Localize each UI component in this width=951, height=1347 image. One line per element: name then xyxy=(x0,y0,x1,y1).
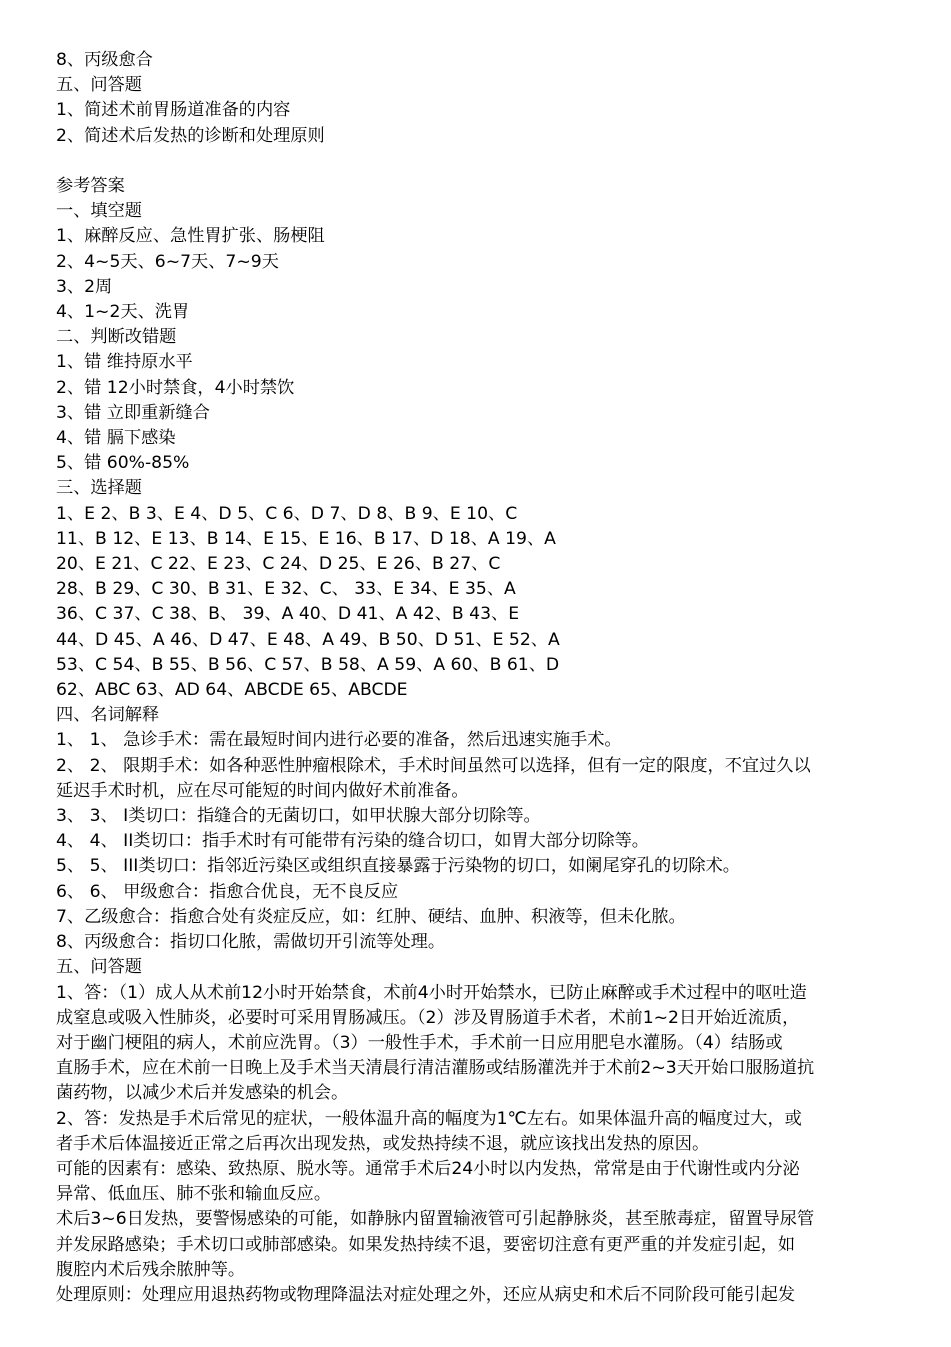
answer-line: 处理原则：处理应用退热药物或物理降温法对症处理之外，还应从病史和术后不同阶段可能引起发 xyxy=(56,1284,796,1305)
answers-body xyxy=(56,199,916,1308)
answer-line: 44、D 45、A 46、D 47、E 48、A 49、B 50、D 51、E 52、A xyxy=(56,629,560,650)
document-page xyxy=(56,48,916,1308)
answer-line: 4、错 膈下感染 xyxy=(56,428,176,449)
answer-line: 2、错 12小时禁食，4小时禁饮 xyxy=(56,377,295,398)
answer-line: 3、错 立即重新缝合 xyxy=(56,402,210,423)
answer-line: 五、问答题 xyxy=(56,957,142,978)
answer-line: 腹腔内术后残余脓肿等。 xyxy=(56,1259,246,1280)
answer-line: 二、判断改错题 xyxy=(56,327,177,348)
answer-line: 对于幽门梗阻的病人，术前应洗胃。（3）一般性手术，手术前一日应用肥皂水灌肠。（4）结肠或 xyxy=(56,1032,783,1053)
answer-line: 28、B 29、C 30、B 31、E 32、C、 33、E 34、E 35、A xyxy=(56,579,516,600)
answer-line: 可能的因素有：感染、致热原、脱水等。通常手术后24小时以内发热，常常是由于代谢性或内分泌 xyxy=(56,1158,800,1179)
answer-line: 6、 6、 甲级愈合：指愈合优良，无不良反应 xyxy=(56,881,399,902)
answer-line: 11、B 12、E 13、B 14、E 15、E 16、B 17、D 18、A 19、A xyxy=(56,528,556,549)
answer-line: 菌药物，以减少术后并发感染的机会。 xyxy=(56,1083,349,1104)
answer-line: 2、答：发热是手术后常见的症状，一般体温升高的幅度为1℃左右。如果体温升高的幅度过大，或 xyxy=(56,1108,802,1129)
section-heading: 五、问答题 xyxy=(56,75,142,96)
answer-line: 3、2周 xyxy=(56,276,113,297)
answer-line: 5、错 60%-85% xyxy=(56,453,190,474)
answer-line: 并发尿路感染；手术切口或肺部感染。如果发热持续不退，要密切注意有更严重的并发症引起，如 xyxy=(56,1234,796,1255)
answer-line: 1、错 维持原水平 xyxy=(56,352,193,373)
answer-line: 三、选择题 xyxy=(56,478,142,499)
answer-line: 7、乙级愈合：指愈合处有炎症反应，如：红肿、硬结、血肿、积液等，但未化脓。 xyxy=(56,906,686,927)
answer-line: 62、ABC 63、AD 64、ABCDE 65、ABCDE xyxy=(56,680,408,701)
answer-line: 1、E 2、B 3、E 4、D 5、C 6、D 7、D 8、B 9、E 10、C xyxy=(56,503,518,524)
question-line: 1、简述术前胃肠道准备的内容 xyxy=(56,100,291,121)
blank-line xyxy=(56,149,916,174)
answer-line: 36、C 37、C 38、B、 39、A 40、D 41、A 42、B 43、E xyxy=(56,604,520,625)
answer-line: 2、4~5天、6~7天、7~9天 xyxy=(56,251,279,272)
answer-line: 4、1~2天、洗胃 xyxy=(56,302,190,323)
text-line: 8、丙级愈合 xyxy=(56,50,153,70)
question-line: 2、简述术后发热的诊断和处理原则 xyxy=(56,125,325,146)
answer-line: 53、C 54、B 55、B 56、C 57、B 58、A 59、A 60、B 61、D xyxy=(56,654,560,675)
answer-line: 1、 1、 急诊手术：需在最短时间内进行必要的准备，然后迅速实施手术。 xyxy=(56,730,622,751)
answer-line: 2、 2、 限期手术：如各种恶性肿瘤根除术，手术时间虽然可以选择，但有一定的限度，不宜过久以 xyxy=(56,755,811,776)
answer-line: 成窒息或吸入性肺炎，必要时可采用胃肠减压。（2）涉及胃肠道手术者，术前1~2日开始近流质， xyxy=(56,1007,800,1028)
answer-line: 4、 4、 II类切口：指手术时有可能带有污染的缝合切口，如胃大部分切除等。 xyxy=(56,831,649,852)
answer-line: 者手术后体温接近正常之后再次出现发热，或发热持续不退，就应该找出发热的原因。 xyxy=(56,1133,710,1154)
answer-line: 四、名词解释 xyxy=(56,705,160,726)
answer-line: 1、答：（1）成人从术前12小时开始禁食，术前4小时开始禁水，已防止麻醉或手术过程中的呕吐造 xyxy=(56,982,807,1003)
answer-line: 异常、低血压、肺不张和输血反应。 xyxy=(56,1184,332,1205)
answer-line: 3、 3、 I类切口：指缝合的无菌切口，如甲状腺大部分切除等。 xyxy=(56,806,541,827)
answer-line: 8、丙级愈合：指切口化脓，需做切开引流等处理。 xyxy=(56,932,446,953)
answer-line: 一、填空题 xyxy=(56,201,142,222)
answer-line: 术后3~6日发热，要警惕感染的可能，如静脉内留置输液管可引起静脉炎，甚至脓毒症，留置导尿管 xyxy=(56,1209,815,1230)
answer-line: 1、麻醉反应、急性胃扩张、肠梗阻 xyxy=(56,226,325,247)
answer-line: 5、 5、 III类切口：指邻近污染区或组织直接暴露于污染物的切口，如阑尾穿孔的切除术。 xyxy=(56,856,740,877)
answers-heading: 参考答案 xyxy=(56,176,125,196)
answer-line: 20、E 21、C 22、E 23、C 24、D 25、E 26、B 27、C xyxy=(56,554,501,575)
answer-line: 延迟手术时机，应在尽可能短的时间内做好术前准备。 xyxy=(56,780,469,801)
answer-line: 直肠手术，应在术前一日晚上及手术当天清晨行清洁灌肠或结肠灌洗并于术前2~3天开始口服肠道抗 xyxy=(56,1058,815,1079)
